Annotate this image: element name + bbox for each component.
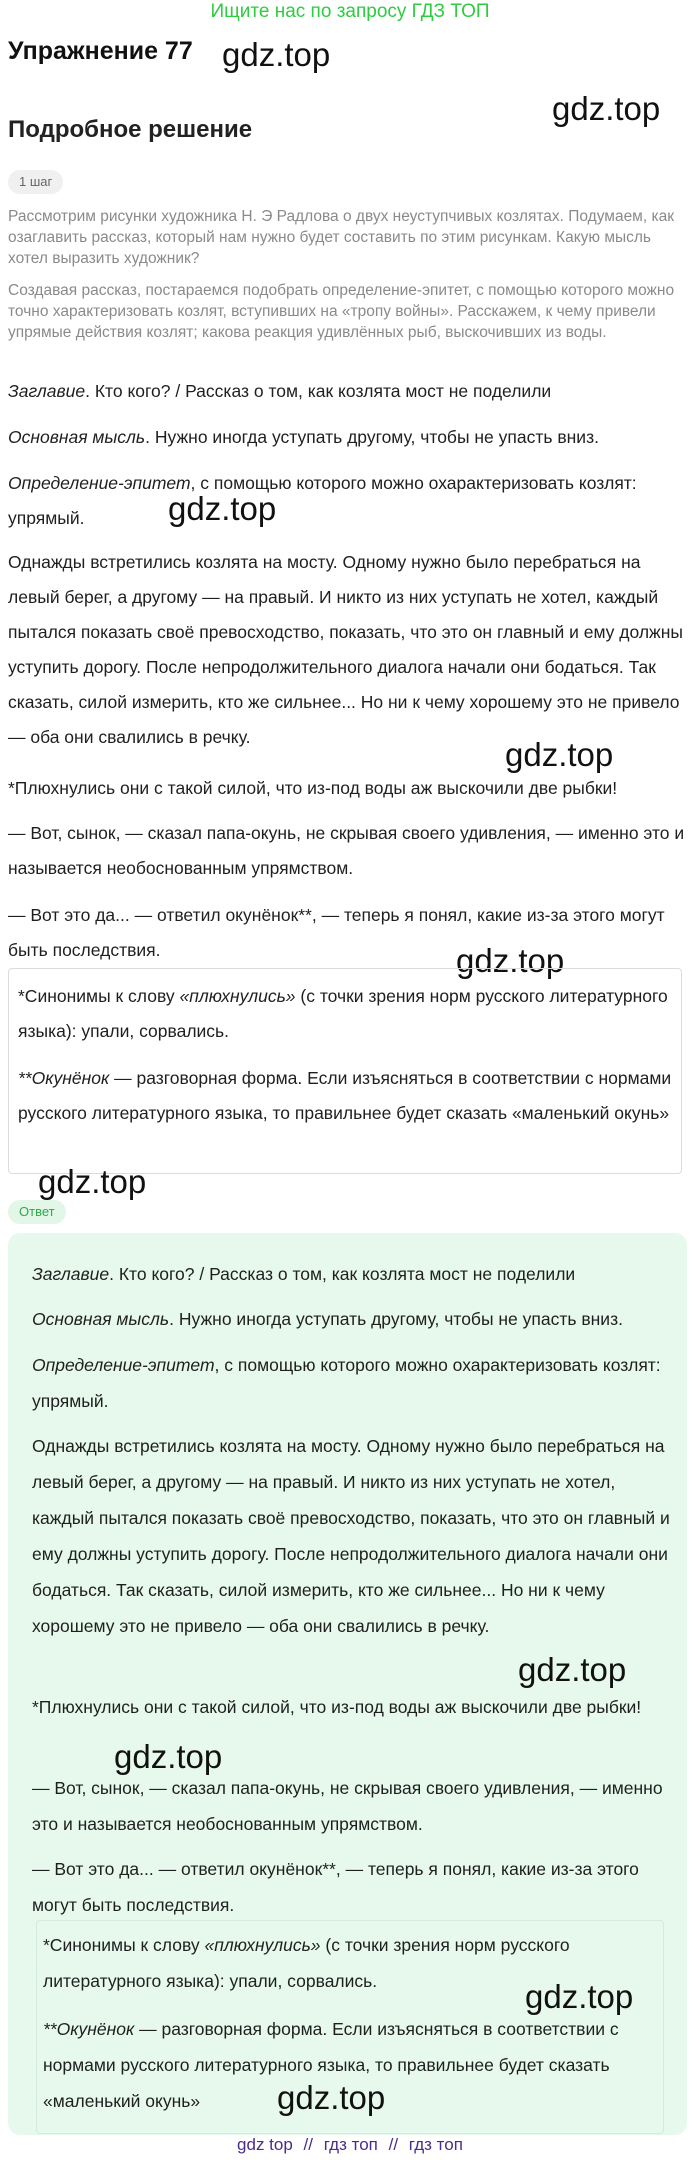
watermark: gdz.top [552,90,661,127]
footer-links [0,2132,700,2158]
footnote-okunenok [18,1061,673,1131]
text: , с помощью которого можно охарактеризовать козлят: упрямый. [8,473,637,528]
text: . Кто кого? / Рассказ о том, как козлята мост не поделили [109,1264,576,1284]
splash-paragraph: *Плюхнулись они с такой силой, что из-под воды аж выскочили две рыбки! [8,778,618,798]
label: Заглавие [8,381,86,401]
keyword: **Окунёнок [18,1068,110,1088]
answer-splash-paragraph: *Плюхнулись они с такой силой, что из-под воды аж выскочили две рыбки! [32,1697,642,1717]
intro-paragraph: Рассмотрим рисунки художника Н. Э Радлова о двух неуступчивых козлятах. Подумаем, как озаглавить рассказ, который нам нужно будет составить по этим рисункам. Какую мысль хотел выразить художник? [8,208,674,267]
keyword: «плюхнулись» [204,1935,321,1955]
text: . Нужно иногда уступать другому, чтобы не упасть вниз. [145,427,599,447]
text: (с точки зрения норм русского литературного языка): упали, сорвались. [43,1935,570,1991]
watermark: gdz.top [38,1163,147,1200]
label: Определение-эпитет [32,1355,215,1375]
watermark: gdz.top [456,942,565,979]
watermark: gdz.top [505,736,614,773]
solution-title-line [8,374,692,409]
step-chip: 1 шаг [8,170,63,194]
text: (с точки зрения норм русского литературного языка): упали, сорвались. [18,986,668,1041]
story-paragraph: Однажды встретились козлята на мосту. Одному нужно было перебраться на левый берег, а другому — на правый. И никто из них уступать не хотел, каждый пытался показать своё превосходство, показать, что это он главный и ему должны уступить дорогу. После непродолжительного диалога начали они бодаться. Так сказать, силой измерить, кто же сильнее... Но ни к чему хорошему это не привело — оба они свалились в речку. [8,552,684,747]
text: — разговорная форма. Если изъясняться в соответствии с нормами русского литературного языка, то правильнее будет сказать «маленький окунь» [18,1068,672,1123]
footnote-box [8,968,682,1174]
footer-separator: // [388,2135,399,2154]
answer-dialog-paragraph: — Вот это да... — ответил окунёнок**, — теперь я понял, какие из-за этого могут быть последствия. [32,1859,639,1915]
answer-dialog-paragraph: — Вот, сынок, — сказал папа-окунь, не скрывая своего удивления, — именно это и называется необоснованным упрямством. [32,1778,663,1834]
watermark: gdz.top [277,2079,386,2116]
footer-separator: // [303,2135,313,2154]
label: Определение-эпитет [8,473,191,493]
search-banner: Ищите нас по запросу ГДЗ ТОП [210,1,490,22]
solution-idea-line [8,420,692,455]
solution-epithet-line [8,466,692,536]
answer-epithet-line [32,1347,670,1419]
text: . Кто кого? / Рассказ о том, как козлята мост не поделили [85,381,552,401]
watermark: gdz.top [114,1738,223,1775]
answer-story-paragraph: Однажды встретились козлята на мосту. Одному нужно было перебраться на левый берег, а другому — на правый. И никто из них уступать не хотел, каждый пытался показать своё превосходство, показать, что это он главный и ему должны уступить дорогу. После непродолжительного диалога начали они бодаться. Так сказать, силой измерить, кто же сильнее... Но ни к чему хорошему это не привело — оба они свалились в речку. [32,1436,670,1636]
watermark: gdz.top [168,490,277,527]
text: — разговорная форма. Если изъясняться в соответствии с нормами русского литературного языка, то правильнее будет сказать «маленький окунь» [43,2019,619,2111]
label: Основная мысль [8,427,146,447]
label: Заглавие [32,1264,110,1284]
watermark: gdz.top [525,1978,634,2015]
dialog-paragraph: — Вот это да... — ответил окунёнок**, — теперь я понял, какие из-за этого могут быть последствия. [8,905,665,960]
answer-idea-line [32,1301,670,1337]
text: , с помощью которого можно охарактеризовать козлят: упрямый. [32,1355,661,1411]
footnote-synonyms [18,979,673,1049]
watermark: gdz.top [222,36,331,73]
section-heading: Подробное решение [8,116,253,143]
page-title: Упражнение 77 [8,37,193,65]
label: Основная мысль [32,1309,170,1329]
dialog-paragraph: — Вот, сынок, — сказал папа-окунь, не скрывая своего удивления, — именно это и называется необоснованным упрямством. [8,823,685,878]
intro-paragraph: Создавая рассказ, постараемся подобрать определение-эпитет, с помощью которого можно точно характеризовать козлят, вступивших на «тропу войны». Расскажем, к чему привели упрямые действия козлят; какова реакция удивлённых рыб, выскочивших из воды. [8,282,675,341]
answer-chip: Ответ [8,1200,66,1224]
answer-title-line [32,1256,670,1292]
footer-link[interactable]: гдз топ [323,2135,378,2154]
footer-link[interactable]: gdz top [237,2135,293,2154]
footer-link[interactable]: гдз топ [408,2135,463,2154]
keyword: «плюхнулись» [179,986,296,1006]
watermark: gdz.top [518,1651,627,1688]
text: *Синонимы к слову [18,986,180,1006]
keyword: **Окунёнок [43,2019,135,2039]
text: . Нужно иногда уступать другому, чтобы не упасть вниз. [169,1309,623,1329]
text: *Синонимы к слову [43,1935,205,1955]
